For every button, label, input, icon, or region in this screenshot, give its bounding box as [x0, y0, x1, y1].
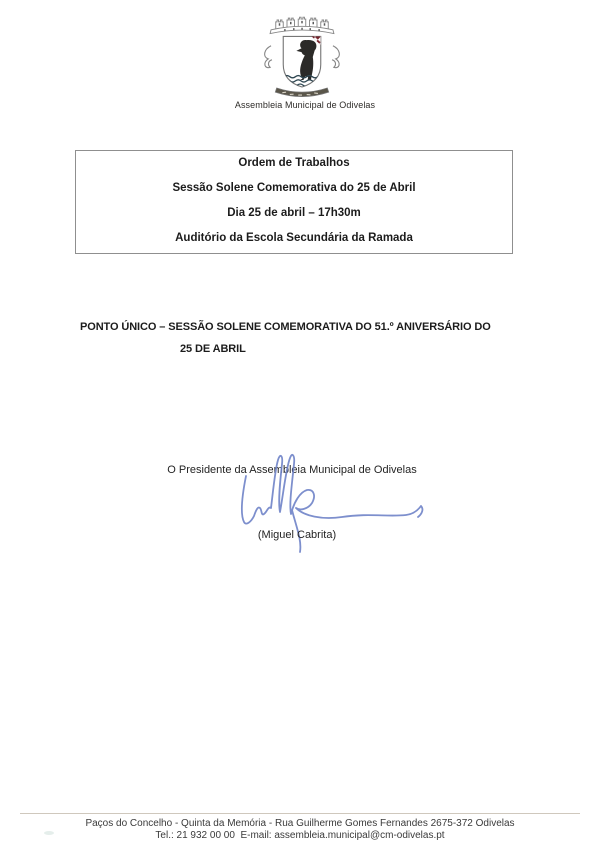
- footer-rule: [20, 813, 580, 814]
- agenda-title: Ordem de Trabalhos: [238, 157, 350, 169]
- coat-of-arms-icon: [257, 12, 347, 102]
- municipal-crest: [0, 0, 600, 120]
- agenda-box: [75, 150, 513, 254]
- president-title: O Presidente da Assembleia Municipal de Odivelas: [167, 464, 417, 476]
- ponto-line-1: PONTO ÚNICO – SESSÃO SOLENE COMEMORATIVA DO 51.º ANIVERSÁRIO DO: [80, 321, 491, 333]
- agenda-venue: Auditório da Escola Secundária da Ramada: [175, 232, 413, 244]
- signer-name: (Miguel Cabrita): [257, 529, 337, 541]
- ponto-line-2: 25 DE ABRIL: [180, 343, 246, 355]
- agenda-session: Sessão Solene Comemorativa do 25 de Abril: [172, 182, 416, 194]
- footer-contact: Tel.: 21 932 00 00 E-mail: assembleia.municipal@cm-odivelas.pt: [155, 830, 445, 841]
- scan-artifact: [44, 831, 54, 835]
- footer-address: Paços do Concelho - Quinta da Memória - Rua Guilherme Gomes Fernandes 2675-372 Odivelas: [85, 818, 515, 829]
- mural-crown: [270, 17, 334, 33]
- crest-caption: Assembleia Municipal de Odivelas: [234, 100, 376, 110]
- motto-banner: [275, 88, 328, 97]
- ponto-unico-heading: [80, 316, 550, 360]
- agenda-datetime: Dia 25 de abril – 17h30m: [227, 207, 361, 219]
